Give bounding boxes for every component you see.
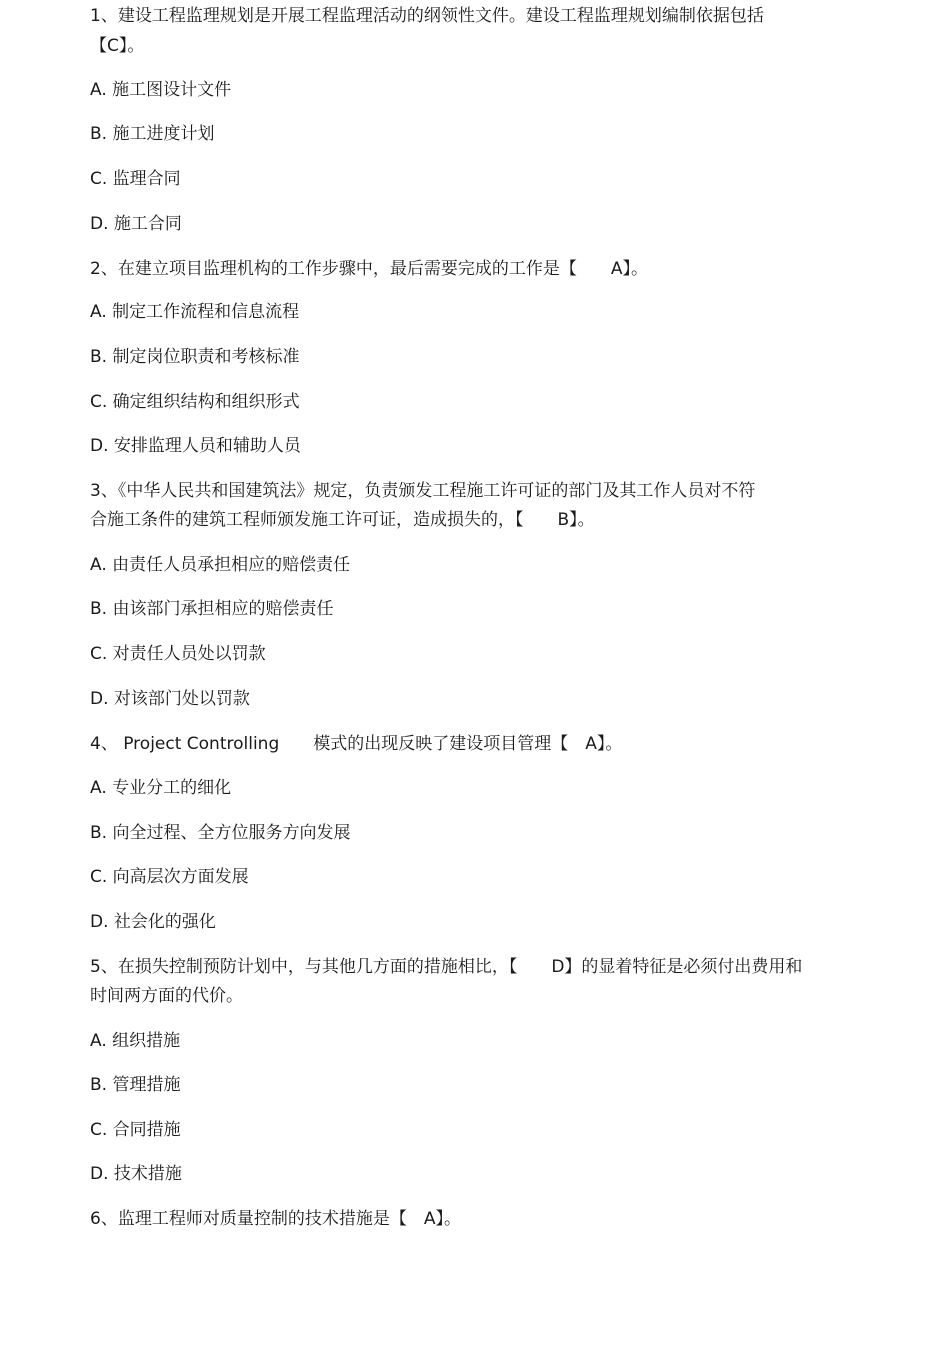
question-3-option-d: D. 对该部门处以罚款 [90,689,250,709]
question-3-option-c: C. 对责任人员处以罚款 [90,644,266,664]
question-5-stem-line-1: 5、在损失控制预防计划中，与其他几方面的措施相比，【 D】的显着特征是必须付出费用和 [90,957,803,977]
question-1-option-a: A. 施工图设计文件 [90,80,232,100]
question-1-option-b: B. 施工进度计划 [90,124,215,144]
question-5-option-a: A. 组织措施 [90,1031,181,1051]
question-4-option-c: C. 向高层次方面发展 [90,867,249,887]
question-1-option-d: D. 施工合同 [90,214,182,234]
question-3-option-a: A. 由责任人员承担相应的赔偿责任 [90,555,351,575]
question-5-option-b: B. 管理措施 [90,1075,181,1095]
question-4-option-a: A. 专业分工的细化 [90,778,232,798]
question-3-option-b: B. 由该部门承担相应的赔偿责任 [90,599,334,619]
question-1-stem-line-1: 1、建设工程监理规划是开展工程监理活动的纲领性文件。建设工程监理规划编制依据包括 [90,6,764,26]
question-4-stem-line-1: 4、 Project Controlling 模式的出现反映了建设项目管理【 A】。 [90,734,623,754]
question-5-option-d: D. 技术措施 [90,1164,182,1184]
question-6-stem-line-1: 6、监理工程师对质量控制的技术措施是【 A】。 [90,1209,461,1229]
question-5-stem-line-2: 时间两方面的代价。 [90,986,243,1006]
question-3-stem-line-1: 3、《中华人民共和国建筑法》规定，负责颁发工程施工许可证的部门及其工作人员对不符 [90,481,756,501]
question-4-option-d: D. 社会化的强化 [90,912,216,932]
question-3-stem-line-2: 合施工条件的建筑工程师颁发施工许可证，造成损失的，【 B】。 [90,510,595,530]
question-5-option-c: C. 合同措施 [90,1120,181,1140]
question-1-stem-line-2: 【C】。 [90,36,145,56]
question-2-option-c: C. 确定组织结构和组织形式 [90,392,300,412]
question-4-option-b: B. 向全过程、全方位服务方向发展 [90,823,351,843]
question-1-option-c: C. 监理合同 [90,169,181,189]
question-2-option-b: B. 制定岗位职责和考核标准 [90,347,300,367]
question-2-stem-line-1: 2、在建立项目监理机构的工作步骤中，最后需要完成的工作是【 A】。 [90,259,648,279]
question-2-option-a: A. 制定工作流程和信息流程 [90,302,300,322]
question-2-option-d: D. 安排监理人员和辅助人员 [90,436,301,456]
